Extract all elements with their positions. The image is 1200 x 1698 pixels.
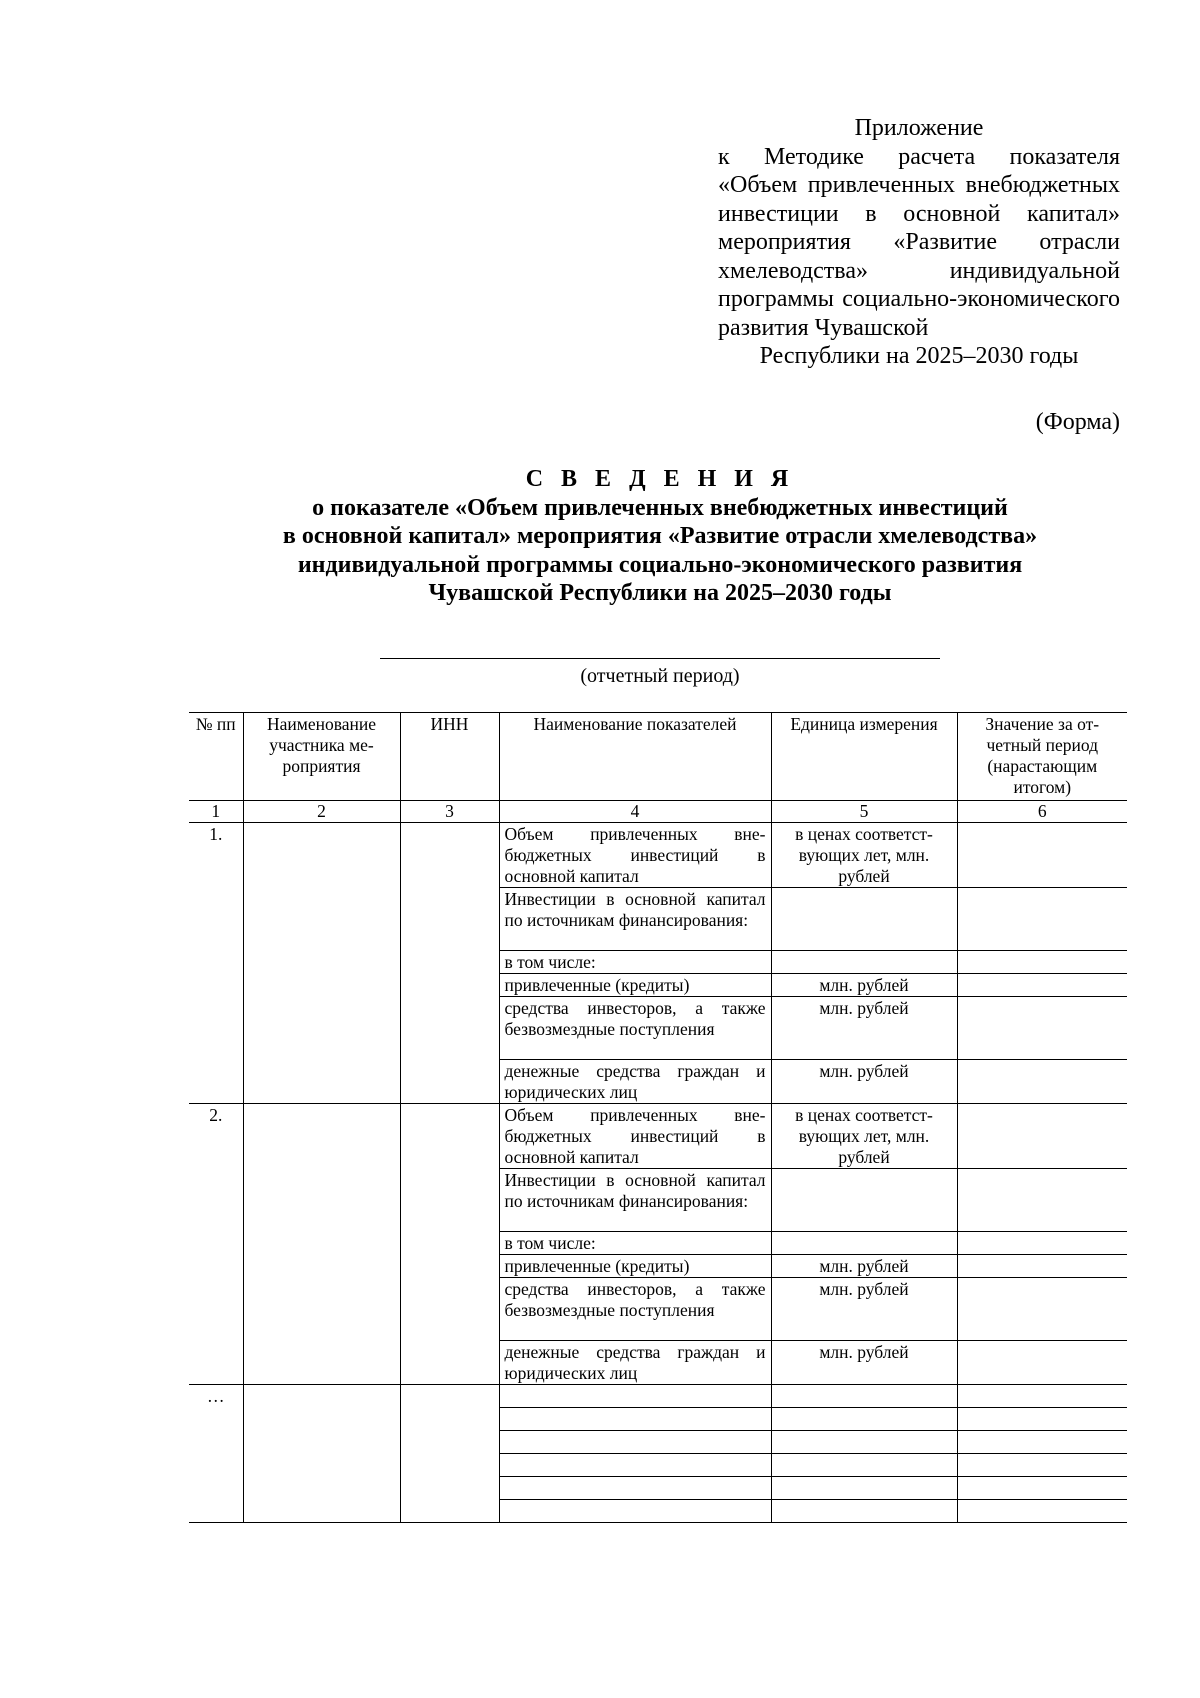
unit-cell	[771, 1431, 957, 1454]
table-row	[189, 1385, 1127, 1408]
indicator-name-cell: денежные средства граждан и юридических лиц	[499, 1341, 771, 1385]
unit-cell	[771, 1169, 957, 1232]
table-header-row	[189, 713, 1127, 801]
document-title	[180, 465, 1140, 608]
column-number: 4	[499, 801, 771, 823]
unit-cell: млн. рублей	[771, 974, 957, 997]
indicator-name-cell: Инвестиции в основной капитал по источникам финансирования:	[499, 888, 771, 951]
value-cell	[957, 1060, 1127, 1104]
column-number: 5	[771, 801, 957, 823]
unit-cell	[771, 951, 957, 974]
title-line: Чувашской Республики на 2025–2030 годы	[428, 580, 892, 606]
header-cell-num: № пп	[189, 713, 243, 801]
column-number: 6	[957, 801, 1127, 823]
period-blank-line	[380, 658, 940, 659]
value-cell	[957, 1477, 1127, 1500]
unit-cell	[771, 1500, 957, 1523]
value-cell	[957, 951, 1127, 974]
unit-cell: млн. рублей	[771, 1278, 957, 1341]
value-cell	[957, 888, 1127, 951]
value-cell	[957, 1385, 1127, 1408]
value-cell	[957, 997, 1127, 1060]
table-row	[189, 823, 1127, 888]
unit-cell: млн. рублей	[771, 1060, 957, 1104]
participant-cell	[243, 1104, 400, 1385]
indicator-name-cell: Объем привлеченных внебюджетных инвестиций в основной капитал	[499, 1104, 771, 1169]
value-cell	[957, 1255, 1127, 1278]
period-label: (отчетный период)	[580, 665, 740, 687]
unit-cell: в ценах соответствующих лет, млн. рублей	[771, 1104, 957, 1169]
indicator-name-cell: Инвестиции в основной капитал по источникам финансирования:	[499, 1169, 771, 1232]
indicator-name-cell: средства инвесторов, а также безвозмездные поступления	[499, 997, 771, 1060]
indicator-name-cell: средства инвесторов, а также безвозмездные поступления	[499, 1278, 771, 1341]
participant-cell	[243, 1385, 400, 1523]
inn-cell	[400, 1104, 499, 1385]
unit-cell: млн. рублей	[771, 1341, 957, 1385]
header-cell-indicator: Наименование показателей	[499, 713, 771, 801]
unit-cell	[771, 1385, 957, 1408]
indicator-name-cell	[499, 1500, 771, 1523]
indicator-name-cell: привлеченные (кредиты)	[499, 974, 771, 997]
title-word: С В Е Д Е Н И Я	[525, 466, 795, 492]
value-cell	[957, 1278, 1127, 1341]
value-cell	[957, 1500, 1127, 1523]
appendix-body: к Методике расчета показателя «Объем привлеченных внебюджетных инвестиции в основной капитал» мероприятия «Развитие отрасли хмелеводства» индивидуальной программы социально-экономического развития Чувашской	[718, 143, 1120, 341]
row-number: 2.	[189, 1104, 243, 1385]
unit-cell	[771, 1477, 957, 1500]
inn-cell	[400, 1385, 499, 1523]
indicator-name-cell: в том числе:	[499, 951, 771, 974]
value-cell	[957, 974, 1127, 997]
value-cell	[957, 1408, 1127, 1431]
unit-cell: млн. рублей	[771, 997, 957, 1060]
title-line: в основной капитал» мероприятия «Развитие отрасли хмелеводства»	[282, 523, 1038, 549]
column-number: 1	[189, 801, 243, 823]
indicator-name-cell	[499, 1454, 771, 1477]
value-cell	[957, 1454, 1127, 1477]
unit-cell	[771, 1232, 957, 1255]
value-cell	[957, 1104, 1127, 1169]
form-label: (Форма)	[1035, 409, 1120, 435]
value-cell	[957, 1431, 1127, 1454]
indicator-name-cell	[499, 1431, 771, 1454]
indicator-name-cell	[499, 1408, 771, 1431]
row-number: 1.	[189, 823, 243, 1104]
header-cell-unit: Единица измерения	[771, 713, 957, 801]
header-cell-value: Значение за отчетный период (нарастающим итогом)	[957, 713, 1127, 801]
unit-cell	[771, 1454, 957, 1477]
header-cell-inn: ИНН	[400, 713, 499, 801]
indicator-table	[189, 712, 1127, 1523]
table-row	[189, 1104, 1127, 1169]
appendix-block	[718, 114, 1120, 371]
indicator-name-cell	[499, 1385, 771, 1408]
title-line: индивидуальной программы социально-экономического развития	[297, 551, 1023, 578]
header-cell-participant: Наименование участника мероприятия	[243, 713, 400, 801]
unit-cell	[771, 1408, 957, 1431]
column-number-row	[189, 801, 1127, 823]
value-cell	[957, 1169, 1127, 1232]
indicator-name-cell: привлеченные (кредиты)	[499, 1255, 771, 1278]
appendix-tail: Республики на 2025–2030 годы	[759, 343, 1079, 369]
appendix-heading: Приложение	[854, 115, 984, 141]
participant-cell	[243, 823, 400, 1104]
unit-cell: в ценах соответствующих лет, млн. рублей	[771, 823, 957, 888]
title-line: о показателе «Объем привлеченных внебюджетных инвестиций	[312, 494, 1008, 521]
unit-cell	[771, 888, 957, 951]
value-cell	[957, 1232, 1127, 1255]
column-number: 3	[400, 801, 499, 823]
indicator-name-cell: в том числе:	[499, 1232, 771, 1255]
value-cell	[957, 823, 1127, 888]
row-number: …	[189, 1385, 243, 1523]
value-cell	[957, 1341, 1127, 1385]
inn-cell	[400, 823, 499, 1104]
unit-cell: млн. рублей	[771, 1255, 957, 1278]
indicator-name-cell: Объем привлеченных внебюджетных инвестиций в основной капитал	[499, 823, 771, 888]
indicator-name-cell: денежные средства граждан и юридических лиц	[499, 1060, 771, 1104]
column-number: 2	[243, 801, 400, 823]
indicator-name-cell	[499, 1477, 771, 1500]
